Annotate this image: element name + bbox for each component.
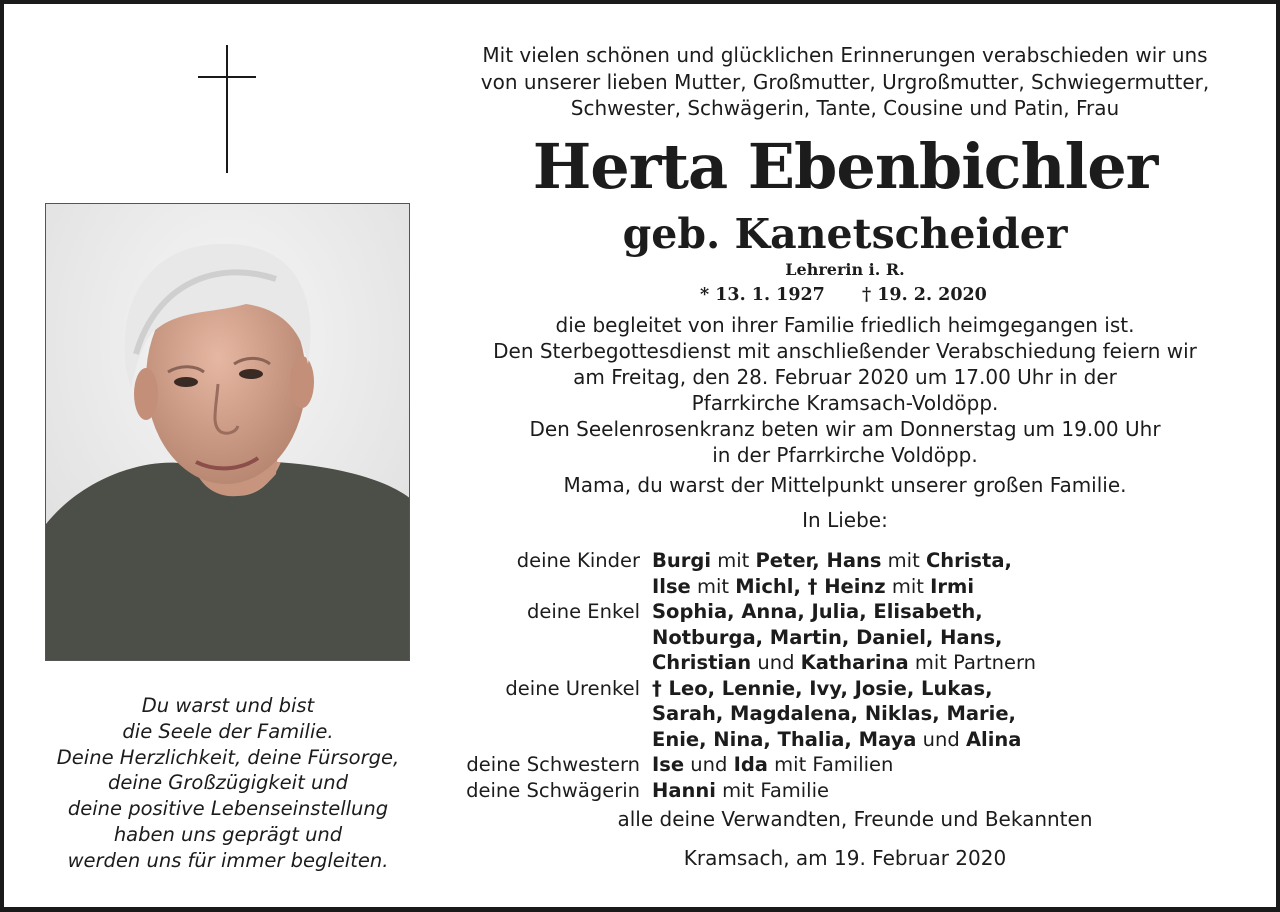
quote-line: werden uns für immer begleiten. <box>67 848 389 872</box>
survivor-row <box>440 752 1240 778</box>
survivor-name: Irmi <box>930 574 975 598</box>
life-dates <box>700 284 1000 308</box>
survivor-connector: mit <box>881 549 926 572</box>
survivor-names <box>652 650 1036 676</box>
survivor-name: Katharina <box>800 651 909 674</box>
profession-title: Lehrerin i. R. <box>785 260 905 279</box>
survivor-row <box>440 599 1240 625</box>
survivor-name: Ida <box>733 753 768 776</box>
survivor-row <box>440 676 1240 702</box>
quote-line: die Seele der Familie. <box>122 719 334 743</box>
survivor-connector: mit Familien <box>767 753 894 776</box>
survivor-name: Christian <box>652 651 752 674</box>
all-relatives: alle deine Verwandten, Freunde und Bekannten <box>617 807 1093 831</box>
body-line: die begleitet von ihrer Familie friedlich heimgegangen ist. <box>555 313 1135 337</box>
survivor-names <box>652 625 1002 651</box>
survivor-relation-label: deine Schwägerin <box>466 778 640 802</box>
survivors-list <box>440 548 1240 803</box>
survivor-name: Hanni <box>652 778 716 802</box>
survivor-connector: mit <box>690 574 736 598</box>
survivor-connector: und <box>916 727 966 751</box>
survivor-name: Notburga, Martin, Daniel, Hans, <box>652 625 1003 649</box>
survivor-row <box>440 778 1240 804</box>
in-liebe: In Liebe: <box>802 508 888 532</box>
survivor-row <box>440 548 1240 574</box>
survivor-names <box>652 701 1016 727</box>
death-date: † 19. 2. 2020 <box>862 285 987 305</box>
survivor-relation-label: deine Kinder <box>516 549 640 572</box>
body-line: in der Pfarrkirche Voldöpp. <box>712 443 978 467</box>
survivor-name: Enie, Nina, Thalia, Maya <box>652 727 917 751</box>
cross-icon <box>198 45 258 175</box>
survivor-row <box>440 727 1240 753</box>
survivor-names <box>652 676 992 702</box>
body-line: Den Seelenrosenkranz beten wir am Donnerstag um 19.00 Uhr <box>529 417 1161 441</box>
survivor-row <box>440 650 1240 676</box>
survivor-relation-label: deine Enkel <box>526 600 640 623</box>
survivor-connector: mit Partnern <box>908 651 1036 674</box>
survivor-names <box>652 752 893 778</box>
survivor-names <box>652 727 1021 753</box>
survivor-name: Alina <box>965 727 1022 751</box>
survivor-name: Peter, Hans <box>755 549 882 572</box>
survivor-names <box>652 574 974 600</box>
birth-date: * 13. 1. 1927 <box>700 285 825 305</box>
survivor-name: Ilse <box>652 574 691 598</box>
survivor-name: † Leo, Lennie, Ivy, Josie, Lukas, <box>652 676 993 700</box>
survivor-row <box>440 625 1240 651</box>
memorial-quote <box>38 693 418 874</box>
intro-text <box>455 42 1235 122</box>
quote-line: deine positive Lebenseinstellung <box>67 797 389 821</box>
survivor-names <box>652 599 983 625</box>
body-line: Pfarrkirche Kramsach-Voldöpp. <box>691 391 999 415</box>
intro-line: Schwester, Schwägerin, Tante, Cousine und Patin, Frau <box>570 96 1120 120</box>
body-line: Den Sterbegottesdienst mit anschließender Verabschiedung feiern wir <box>493 339 1197 363</box>
survivor-names <box>652 778 829 804</box>
quote-line: haben uns geprägt und <box>113 822 343 846</box>
survivor-relation-label: deine Schwestern <box>466 753 640 776</box>
portrait-photo <box>45 203 410 661</box>
quote-line: deine Großzügigkeit und <box>107 771 349 795</box>
survivor-name: Burgi <box>652 549 712 572</box>
service-details <box>455 312 1235 468</box>
body-line: am Freitag, den 28. Februar 2020 um 17.00 Uhr in der <box>573 365 1117 389</box>
survivor-row <box>440 701 1240 727</box>
quote-line: Du warst und bist <box>141 694 315 717</box>
place-date: Kramsach, am 19. Februar 2020 <box>683 846 1007 870</box>
survivor-connector: mit Familie <box>715 778 830 802</box>
survivor-name: Michl, † Heinz <box>735 574 886 598</box>
survivor-connector: mit <box>711 549 756 572</box>
survivor-row <box>440 574 1240 600</box>
intro-line: Mit vielen schönen und glücklichen Erinnerungen verabschieden wir uns <box>482 43 1208 67</box>
survivor-name: Sarah, Magdalena, Niklas, Marie, <box>652 702 1016 725</box>
survivor-connector: mit <box>885 574 931 598</box>
deceased-name: Herta Ebenbichler <box>532 130 1158 203</box>
survivor-relation-label: deine Urenkel <box>505 676 640 700</box>
closing-line: Mama, du warst der Mittelpunkt unserer großen Familie. <box>563 473 1127 497</box>
maiden-name: geb. Kanetscheider <box>622 210 1068 258</box>
intro-line: von unserer lieben Mutter, Großmutter, Urgroßmutter, Schwiegermutter, <box>480 69 1210 94</box>
quote-line: Deine Herzlichkeit, deine Fürsorge, <box>56 745 400 769</box>
survivor-connector: und <box>751 651 801 674</box>
survivor-name: Ise <box>652 753 685 776</box>
survivor-name: Christa, <box>925 549 1012 572</box>
survivor-names <box>652 548 1012 574</box>
survivor-name: Sophia, Anna, Julia, Elisabeth, <box>652 600 983 623</box>
survivor-connector: und <box>684 753 734 776</box>
